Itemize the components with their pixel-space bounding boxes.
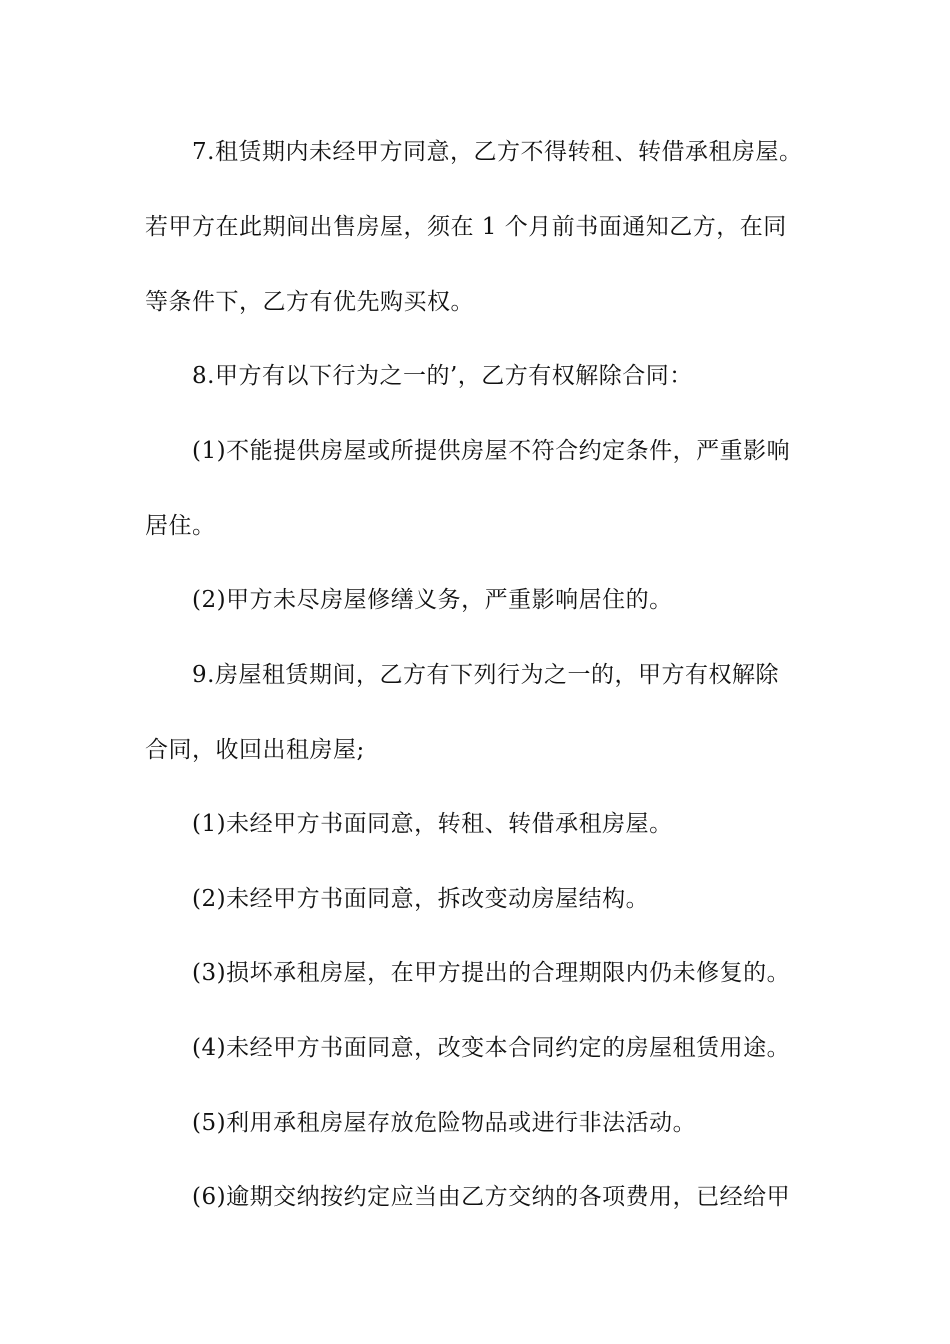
clause-9-item-2: (2)未经甲方书面同意，拆改变动房屋结构。	[192, 886, 650, 912]
clause-9-line-1: 9.房屋租赁期间，乙方有下列行为之一的，甲方有权解除	[192, 662, 779, 688]
clause-7-line-2: 若甲方在此期间出售房屋，须在 1 个月前书面通知乙方，在同	[145, 214, 787, 240]
clause-7-line-1: 7.租赁期内未经甲方同意，乙方不得转租、转借承租房屋。	[192, 139, 803, 165]
clause-8-item-1-line-1: (1)不能提供房屋或所提供房屋不符合约定条件，严重影响	[192, 438, 791, 464]
clause-8-item-1-line-2: 居住。	[145, 513, 216, 539]
clause-9-item-5: (5)利用承租房屋存放危险物品或进行非法活动。	[192, 1110, 697, 1136]
clause-9-item-3: (3)损坏承租房屋，在甲方提出的合理期限内仍未修复的。	[192, 960, 791, 986]
clause-9-item-6: (6)逾期交纳按约定应当由乙方交纳的各项费用，已经给甲	[192, 1184, 791, 1210]
clause-9-item-1: (1)未经甲方书面同意，转租、转借承租房屋。	[192, 811, 673, 837]
clause-8-heading: 8.甲方有以下行为之一的’，乙方有权解除合同：	[192, 363, 693, 389]
clause-9-item-4: (4)未经甲方书面同意，改变本合同约定的房屋租赁用途。	[192, 1035, 791, 1061]
clause-7-line-3: 等条件下，乙方有优先购买权。	[145, 289, 474, 315]
clause-9-line-2: 合同，收回出租房屋;	[145, 737, 365, 763]
clause-8-item-2: (2)甲方未尽房屋修缮义务，严重影响居住的。	[192, 587, 673, 613]
